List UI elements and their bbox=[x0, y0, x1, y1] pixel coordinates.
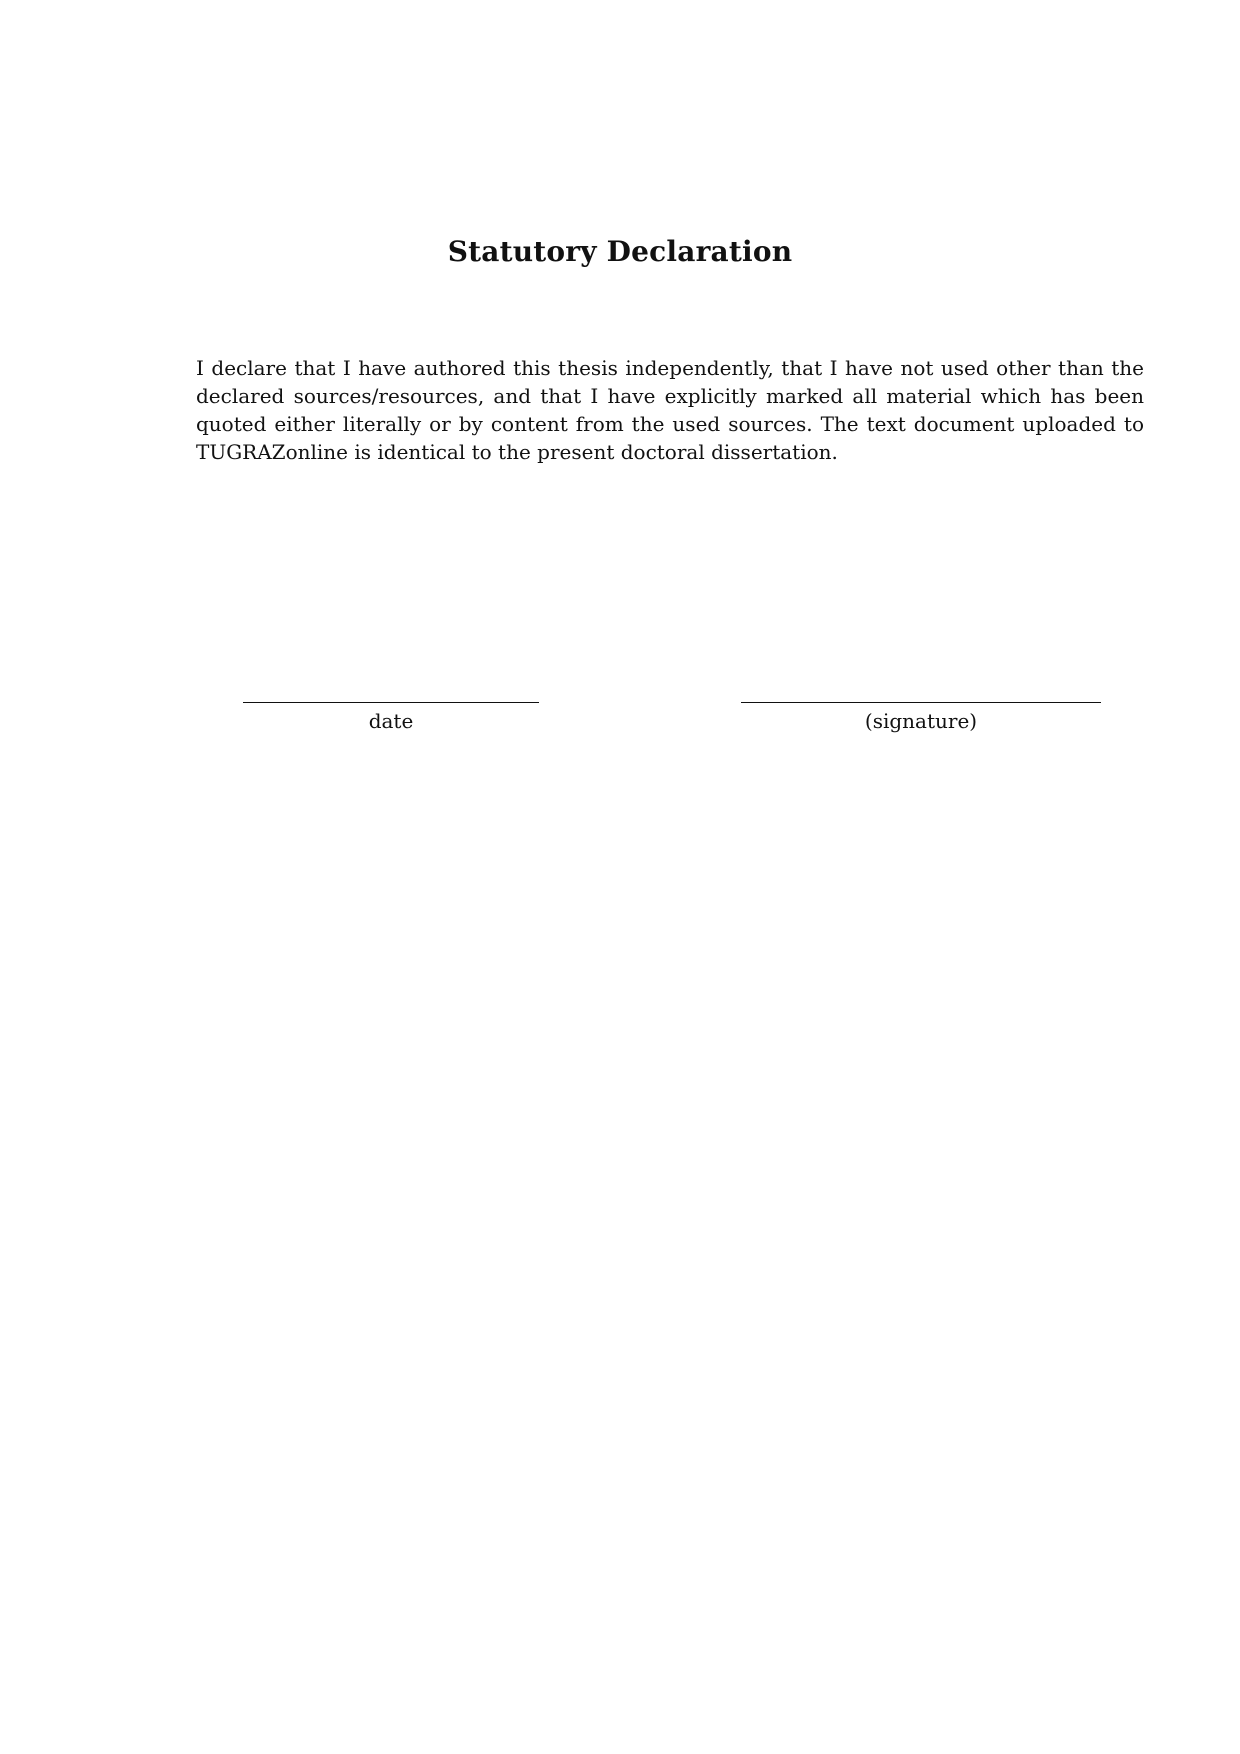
signature-label: (signature) bbox=[864, 709, 978, 733]
date-label: date bbox=[368, 709, 414, 733]
signature-line bbox=[741, 702, 1101, 703]
date-line bbox=[243, 702, 539, 703]
signature-field bbox=[741, 702, 1101, 735]
date-field bbox=[243, 702, 539, 735]
page-title: Statutory Declaration bbox=[447, 235, 793, 268]
declaration-paragraph: I declare that I have authored this thesis independently, that I have not used other than the declared sources/resources, and that I have explicitly marked all material which has been quoted either literally or by content from the used sources. The text document uploaded to TUGRAZonline is identical to the present doctoral dissertation. bbox=[196, 356, 1144, 464]
